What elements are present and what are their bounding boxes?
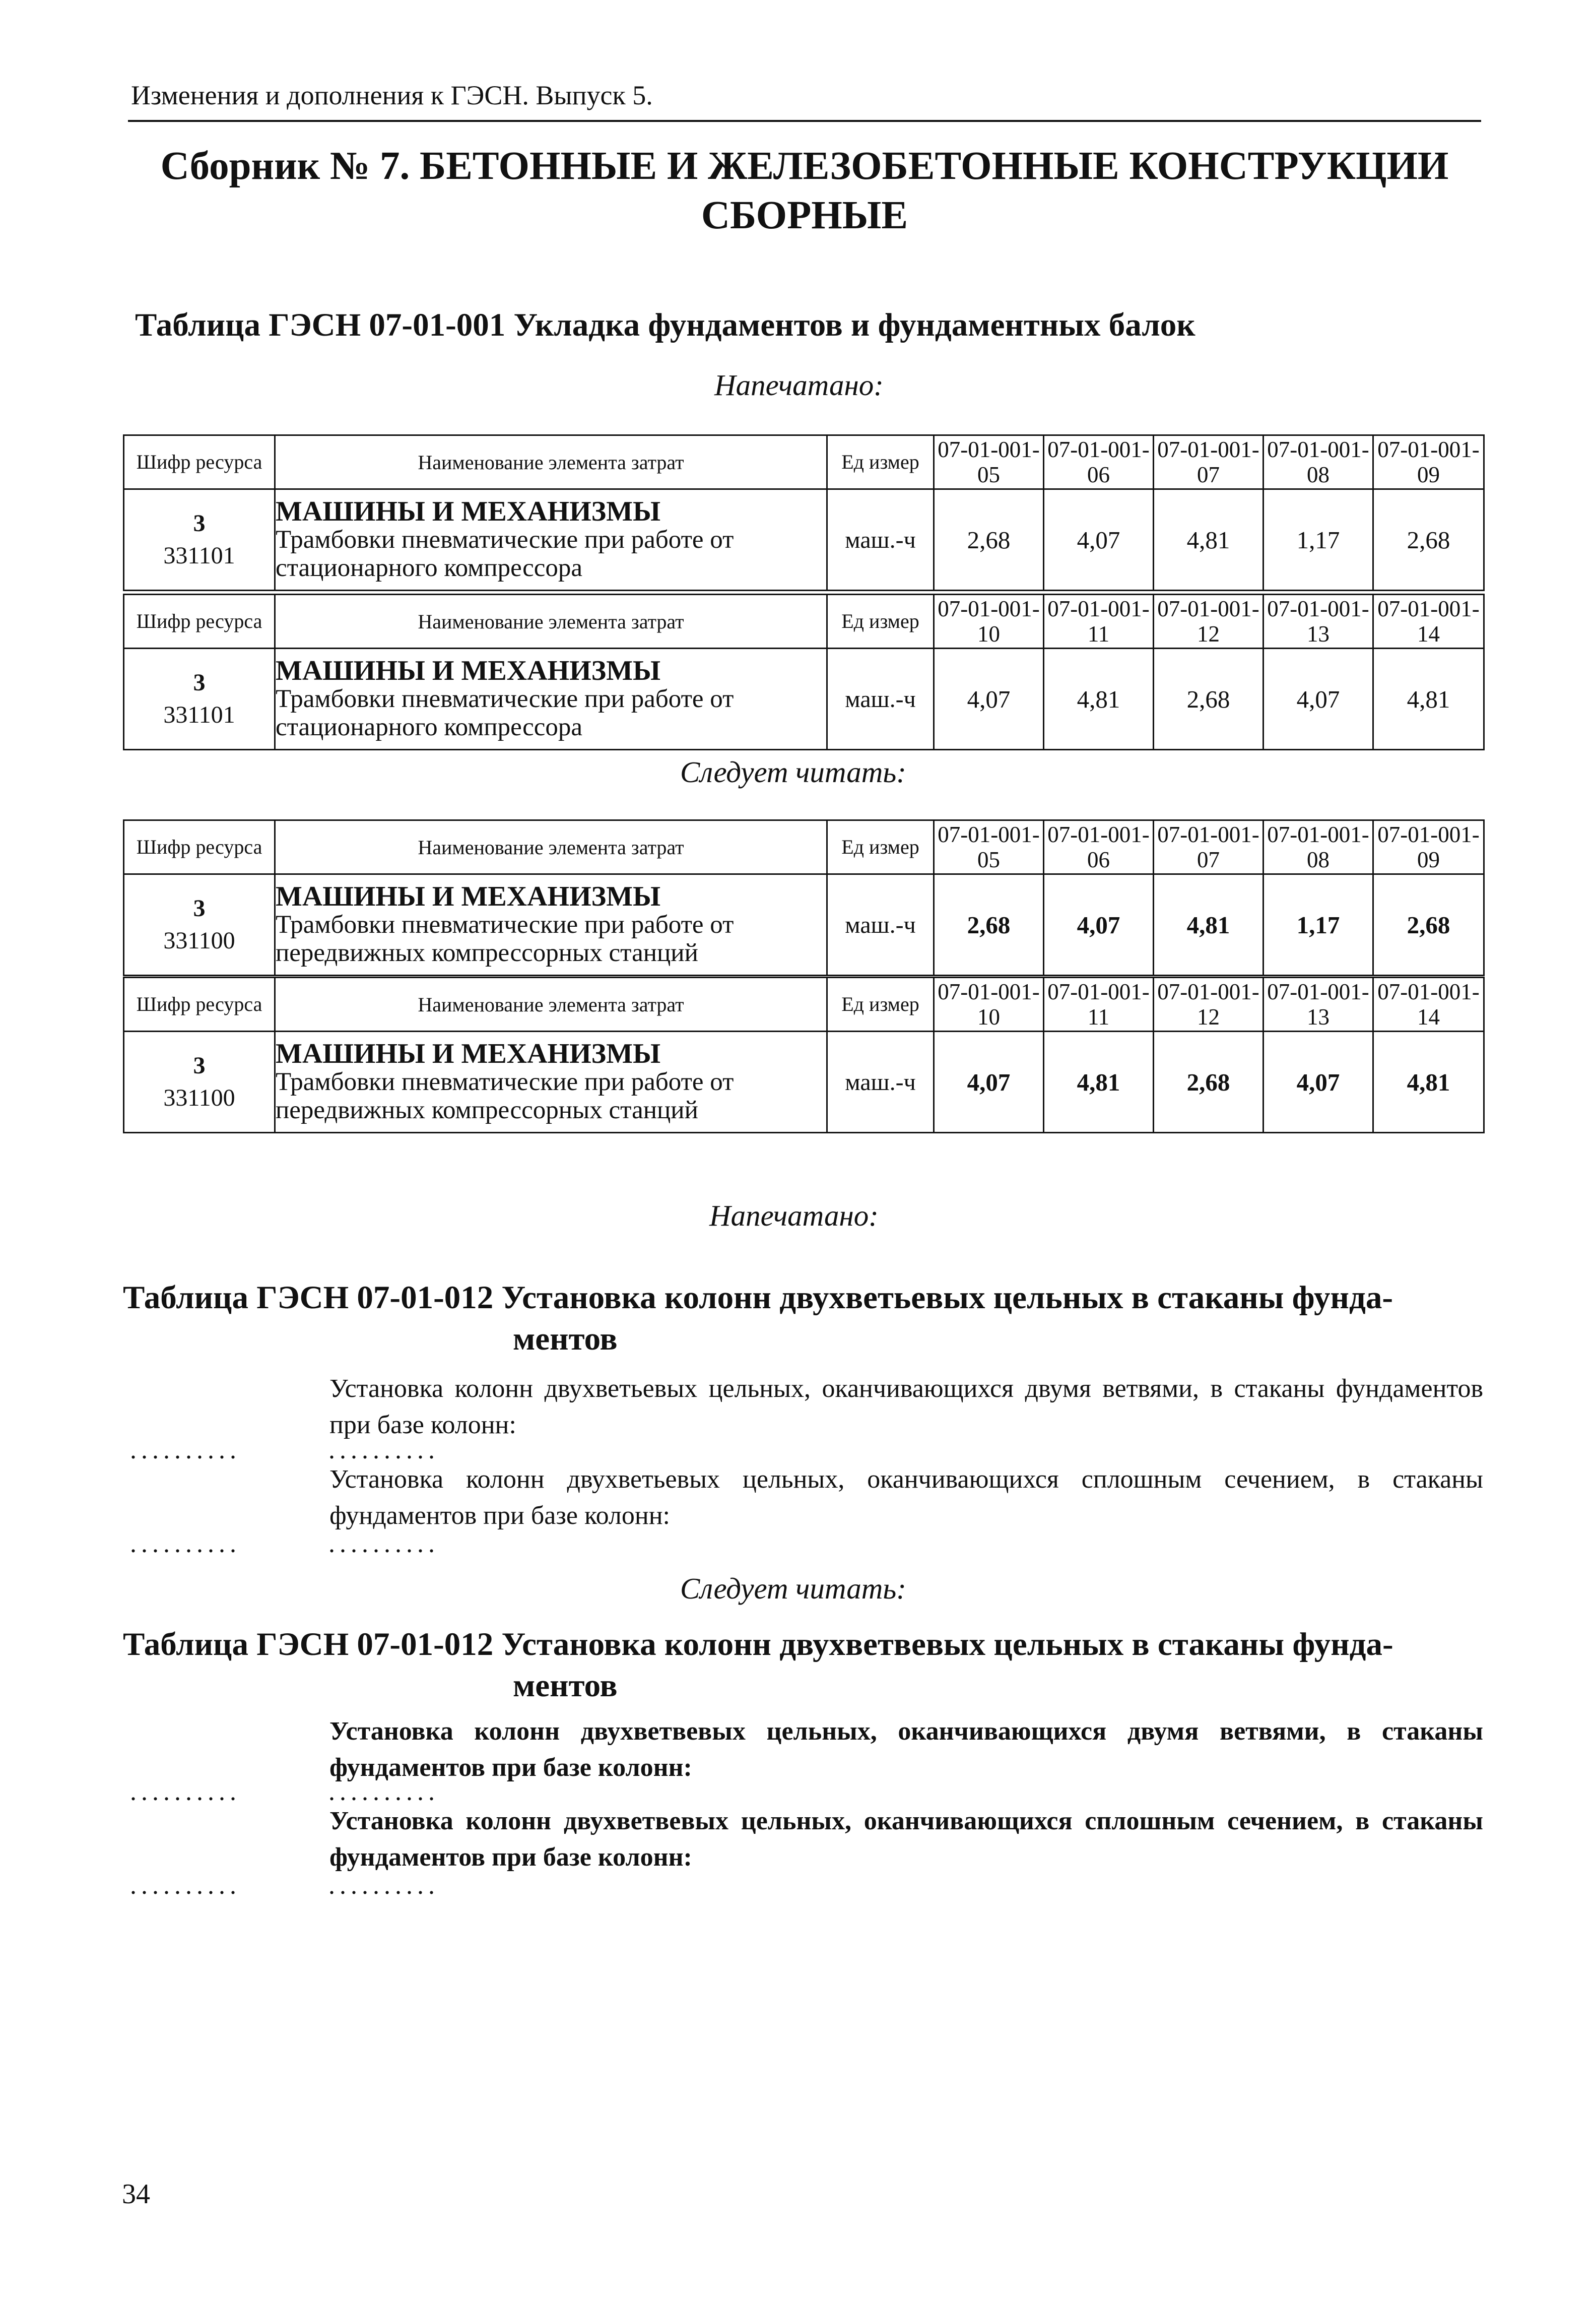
resource-code: 331101 [163, 542, 235, 569]
value-cell: 2,68 [1154, 1032, 1264, 1133]
resource-code-cell [124, 874, 275, 976]
col-header-norm-code: 07-01-001-06 [1044, 820, 1154, 874]
col-header-norm-code: 07-01-001-09 [1373, 820, 1484, 874]
col-header-name: Наименование элемента затрат [275, 820, 827, 874]
col-header-norm-code: 07-01-001-05 [934, 435, 1044, 489]
value-cell: 2,68 [934, 874, 1044, 976]
value-cell: 4,81 [1373, 649, 1484, 750]
col-header-norm-code: 07-01-001-13 [1264, 595, 1373, 649]
dots-right: .......... [328, 1529, 439, 1558]
col-header-norm-code: 07-01-001-14 [1373, 978, 1484, 1032]
resource-code-cell [124, 649, 275, 750]
collection-title-line1: Сборник № 7. БЕТОННЫЕ И ЖЕЛЕЗОБЕТОННЫЕ КОНСТРУКЦИИ [160, 144, 1449, 188]
value-cell: 4,07 [1044, 874, 1154, 976]
value-cell: 2,68 [1373, 874, 1484, 976]
resource-code: 331100 [163, 1084, 235, 1111]
col-header-unit: Ед измер [827, 978, 934, 1032]
col-header-code: Шифр ресурса [124, 435, 275, 489]
resource-description [275, 874, 827, 976]
col-header-unit: Ед измер [827, 820, 934, 874]
col-header-norm-code: 07-01-001-12 [1154, 978, 1264, 1032]
table2-corrected-title-line2: ментов [513, 1668, 618, 1704]
resource-code-cell [124, 1032, 275, 1133]
dots-left: .......... [130, 1436, 241, 1464]
dots-left: .......... [130, 1871, 241, 1900]
value-cell: 1,17 [1264, 489, 1373, 591]
value-cell: 4,07 [934, 649, 1044, 750]
dots-left: .......... [130, 1777, 241, 1806]
dots-right: .......... [328, 1871, 439, 1900]
resource-name: Трамбовки пневматические при работе от передвижных компрессорных станций [276, 1068, 734, 1124]
col-header-norm-code: 07-01-001-12 [1154, 595, 1264, 649]
read-as-label-2: Следует читать: [680, 1572, 906, 1605]
col-header-norm-code: 07-01-001-07 [1154, 435, 1264, 489]
table-row [124, 489, 1484, 591]
group-name: МАШИНЫ И МЕХАНИЗМЫ [276, 1038, 661, 1069]
read-as-label: Следует читать: [680, 755, 906, 789]
unit-cell: маш.-ч [827, 874, 934, 976]
table2-corrected-title-line1: Таблица ГЭСН 07-01-012 Установка колонн двухветвевых цельных в стаканы фунда- [123, 1626, 1393, 1663]
col-header-norm-code: 07-01-001-07 [1154, 820, 1264, 874]
col-header-norm-code: 07-01-001-11 [1044, 978, 1154, 1032]
table-header-row [124, 435, 1484, 489]
col-header-norm-code: 07-01-001-08 [1264, 820, 1373, 874]
table2-printed-title-line1: Таблица ГЭСН 07-01-012 Установка колонн двухветьевых цельных в стаканы фунда- [123, 1280, 1393, 1316]
resource-name: Трамбовки пневматические при работе от передвижных компрессорных станций [276, 911, 734, 967]
printed-label-2: Напечатано: [709, 1199, 879, 1232]
table2-corrected-para2: Установка колонн двухветвевых цельных, оканчивающихся сплошным сечением, в стаканы фундаментов при базе колонн: [329, 1807, 1483, 1872]
table2-printed-para1: Установка колонн двухветьевых цельных, оканчивающихся двумя ветвями, в стаканы фундаментов при базе колонн: [329, 1374, 1483, 1439]
col-header-norm-code: 07-01-001-10 [934, 595, 1044, 649]
col-header-norm-code: 07-01-001-10 [934, 978, 1044, 1032]
col-header-unit: Ед измер [827, 595, 934, 649]
col-header-name: Наименование элемента затрат [275, 978, 827, 1032]
table-header-row [124, 978, 1484, 1032]
group-name: МАШИНЫ И МЕХАНИЗМЫ [276, 496, 661, 527]
value-cell: 4,81 [1154, 489, 1264, 591]
col-header-norm-code: 07-01-001-13 [1264, 978, 1373, 1032]
resource-table-corrected-a [123, 819, 1485, 976]
resource-description [275, 489, 827, 591]
group-name: МАШИНЫ И МЕХАНИЗМЫ [276, 655, 661, 686]
unit-cell: маш.-ч [827, 1032, 934, 1133]
dots-left: .......... [130, 1529, 241, 1558]
value-cell: 2,68 [1373, 489, 1484, 591]
col-header-norm-code: 07-01-001-09 [1373, 435, 1484, 489]
col-header-norm-code: 07-01-001-14 [1373, 595, 1484, 649]
col-header-norm-code: 07-01-001-11 [1044, 595, 1154, 649]
group-code: 3 [193, 510, 206, 537]
unit-cell: маш.-ч [827, 649, 934, 750]
resource-code: 331100 [163, 927, 235, 954]
value-cell: 4,81 [1154, 874, 1264, 976]
resource-name: Трамбовки пневматические при работе от стационарного компрессора [276, 526, 734, 582]
resource-code-cell [124, 489, 275, 591]
value-cell: 4,07 [1264, 649, 1373, 750]
col-header-name: Наименование элемента затрат [275, 435, 827, 489]
table-row [124, 649, 1484, 750]
table2-printed-title-line2: ментов [513, 1321, 618, 1357]
resource-code: 331101 [163, 701, 235, 728]
col-header-norm-code: 07-01-001-08 [1264, 435, 1373, 489]
group-code: 3 [193, 669, 206, 696]
value-cell: 1,17 [1264, 874, 1373, 976]
value-cell: 4,81 [1044, 649, 1154, 750]
table-row [124, 1032, 1484, 1133]
col-header-norm-code: 07-01-001-06 [1044, 435, 1154, 489]
resource-table-printed-b [123, 594, 1485, 750]
col-header-unit: Ед измер [827, 435, 934, 489]
collection-title-line2: СБОРНЫЕ [701, 194, 908, 237]
dots-right: .......... [328, 1436, 439, 1464]
printed-label: Напечатано: [714, 368, 884, 402]
group-name: МАШИНЫ И МЕХАНИЗМЫ [276, 881, 661, 912]
header-rule [128, 120, 1481, 122]
value-cell: 2,68 [1154, 649, 1264, 750]
running-header: Изменения и дополнения к ГЭСН. Выпуск 5. [131, 80, 653, 110]
table2-corrected-para1: Установка колонн двухветвевых цельных, оканчивающихся двумя ветвями, в стаканы фундаментов при базе колонн: [329, 1717, 1483, 1782]
col-header-code: Шифр ресурса [124, 820, 275, 874]
col-header-name: Наименование элемента затрат [275, 595, 827, 649]
group-code: 3 [193, 1052, 206, 1079]
table-header-row [124, 595, 1484, 649]
table-header-row [124, 820, 1484, 874]
col-header-code: Шифр ресурса [124, 978, 275, 1032]
table-row [124, 874, 1484, 976]
value-cell: 4,81 [1044, 1032, 1154, 1133]
resource-description [275, 649, 827, 750]
value-cell: 2,68 [934, 489, 1044, 591]
resource-name: Трамбовки пневматические при работе от стационарного компрессора [276, 685, 734, 741]
value-cell: 4,81 [1373, 1032, 1484, 1133]
col-header-code: Шифр ресурса [124, 595, 275, 649]
table1-title: Таблица ГЭСН 07-01-001 Укладка фундаментов и фундаментных балок [135, 307, 1195, 343]
resource-table-printed-a [123, 434, 1485, 591]
table2-printed-para2: Установка колонн двухветьевых цельных, оканчивающихся сплошным сечением, в стаканы фундаментов при базе колонн: [329, 1465, 1483, 1530]
value-cell: 4,07 [1044, 489, 1154, 591]
resource-description [275, 1032, 827, 1133]
page-number: 34 [122, 2179, 150, 2210]
value-cell: 4,07 [1264, 1032, 1373, 1133]
dots-right: .......... [328, 1777, 439, 1806]
resource-table-corrected-b [123, 977, 1485, 1133]
value-cell: 4,07 [934, 1032, 1044, 1133]
group-code: 3 [193, 895, 206, 922]
unit-cell: маш.-ч [827, 489, 934, 591]
col-header-norm-code: 07-01-001-05 [934, 820, 1044, 874]
